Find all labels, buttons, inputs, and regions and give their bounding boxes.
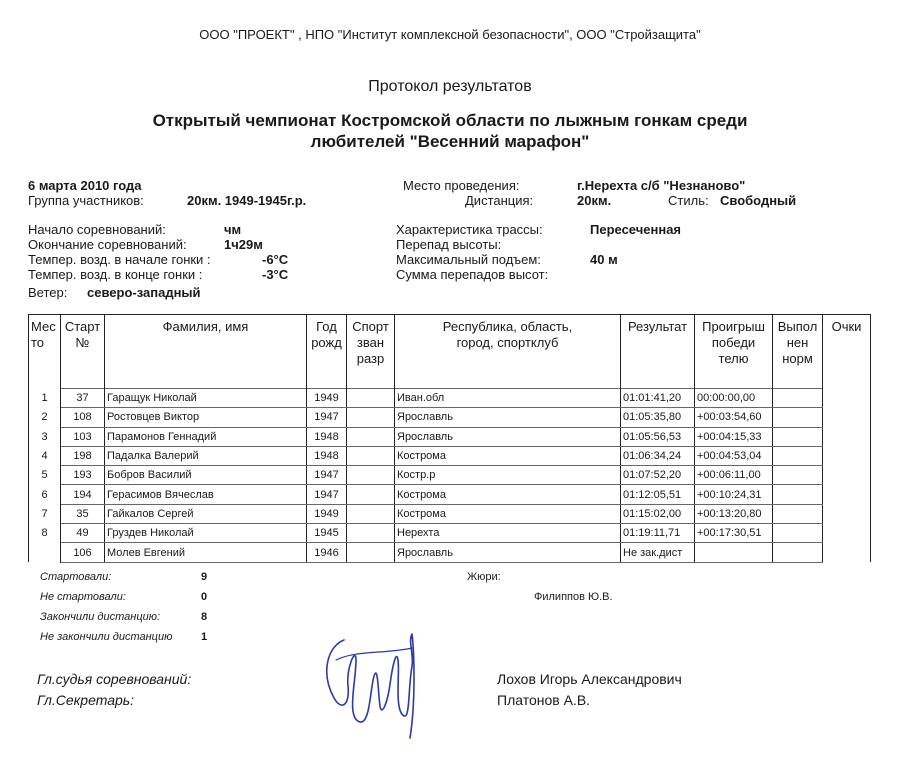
event-date: 6 марта 2010 года <box>28 178 142 193</box>
cell-result: 01:05:56,53 <box>621 427 695 446</box>
cell-rank <box>347 389 395 408</box>
cell-year: 1949 <box>307 389 347 408</box>
table-row <box>29 446 871 465</box>
wind-label: Ветер: <box>28 285 68 300</box>
finished-value: 8 <box>201 611 208 623</box>
cell-start: 194 <box>61 485 105 504</box>
cell-club: Кострома <box>395 446 621 465</box>
table-row <box>29 485 871 504</box>
cell-norm <box>773 543 823 562</box>
cell-rank <box>347 427 395 446</box>
cell-result: 01:15:02,00 <box>621 504 695 523</box>
table-row <box>29 524 871 543</box>
col-header-name: Фамилия, имя <box>105 315 307 383</box>
cell-name: Гайкалов Сергей <box>105 504 307 523</box>
cell-start: 49 <box>61 524 105 543</box>
table-row <box>29 408 871 427</box>
col-header-club: Республика, область, город, спортклуб <box>395 315 621 383</box>
wind-value: северо-западный <box>87 285 201 300</box>
cell-name: Падалка Валерий <box>105 446 307 465</box>
temp-start-value: -6°С <box>262 252 289 267</box>
cell-place: 5 <box>29 466 61 485</box>
cell-rank <box>347 504 395 523</box>
distance-label: Дистанция: <box>465 193 534 208</box>
cell-behind: +00:04:53,04 <box>695 446 773 465</box>
cell-points <box>823 466 871 485</box>
cell-club: Ярославль <box>395 408 621 427</box>
cell-start: 106 <box>61 543 105 562</box>
start-label: Начало соревнований: <box>28 222 166 237</box>
protocol-heading: Протокол результатов <box>368 78 532 95</box>
cell-behind: +00:04:15,33 <box>695 427 773 446</box>
cell-points <box>823 427 871 446</box>
jury-label: Жюри: <box>467 571 501 583</box>
cell-norm <box>773 524 823 543</box>
cell-year: 1949 <box>307 504 347 523</box>
cell-place <box>29 543 61 562</box>
cell-result: 01:07:52,20 <box>621 466 695 485</box>
cell-name: Ростовцев Виктор <box>105 408 307 427</box>
cell-points <box>823 389 871 408</box>
end-value: 1ч29м <box>224 237 263 252</box>
col-header-rank: Спорт зван разр <box>347 315 395 383</box>
cell-rank <box>347 485 395 504</box>
cell-start: 108 <box>61 408 105 427</box>
cell-behind: +00:13:20,80 <box>695 504 773 523</box>
cell-result: 01:12:05,51 <box>621 485 695 504</box>
col-header-start: Старт № <box>61 315 105 383</box>
group-label: Группа участников: <box>28 193 144 208</box>
col-header-year: Год рожд <box>307 315 347 383</box>
cell-norm <box>773 427 823 446</box>
not-finished-label: Не закончили дистанцию <box>40 631 173 643</box>
start-value: чм <box>224 222 242 237</box>
started-label: Стартовали: <box>40 571 112 583</box>
cell-club: Ярославль <box>395 543 621 562</box>
jury-member: Филиппов Ю.В. <box>534 591 613 603</box>
cell-name: Герасимов Вячеслав <box>105 485 307 504</box>
results-table <box>28 314 871 563</box>
cell-points <box>823 446 871 465</box>
cell-year: 1947 <box>307 485 347 504</box>
table-row <box>29 427 871 446</box>
cell-year: 1946 <box>307 543 347 562</box>
finished-label: Закончили дистанцию: <box>40 611 161 623</box>
cell-club: Иван.обл <box>395 389 621 408</box>
cell-rank <box>347 446 395 465</box>
cell-points <box>823 524 871 543</box>
table-header-row <box>29 315 871 383</box>
cell-norm <box>773 504 823 523</box>
cell-place: 7 <box>29 504 61 523</box>
chief-judge-label: Гл.судья соревнований: <box>37 671 192 687</box>
cell-club: Кострома <box>395 504 621 523</box>
style-label: Стиль: <box>668 193 709 208</box>
place-value: г.Нерехта с/б "Незнаново" <box>577 178 746 193</box>
cell-place: 2 <box>29 408 61 427</box>
cell-place: 8 <box>29 524 61 543</box>
cell-result: 01:05:35,80 <box>621 408 695 427</box>
not-finished-value: 1 <box>201 631 208 643</box>
secretary-label: Гл.Секретарь: <box>37 692 135 708</box>
track-label: Характеристика трассы: <box>396 222 543 237</box>
cell-rank <box>347 408 395 427</box>
sum-diff-label: Сумма перепадов высот: <box>396 267 549 282</box>
cell-result: 01:06:34,24 <box>621 446 695 465</box>
cell-start: 103 <box>61 427 105 446</box>
cell-behind: +00:10:24,31 <box>695 485 773 504</box>
cell-behind: 00:00:00,00 <box>695 389 773 408</box>
not-started-label: Не стартовали: <box>40 591 126 603</box>
cell-place: 4 <box>29 446 61 465</box>
cell-year: 1945 <box>307 524 347 543</box>
cell-norm <box>773 466 823 485</box>
cell-start: 198 <box>61 446 105 465</box>
competition-title <box>0 110 900 152</box>
cell-behind: +00:17:30,51 <box>695 524 773 543</box>
cell-place: 3 <box>29 427 61 446</box>
cell-club: Ярославль <box>395 427 621 446</box>
cell-place: 1 <box>29 389 61 408</box>
title-line-2: любителей "Весенний марафон" <box>310 132 590 151</box>
cell-club: Кострома <box>395 485 621 504</box>
style-value: Свободный <box>720 193 797 208</box>
cell-result: 01:01:41,20 <box>621 389 695 408</box>
cell-behind <box>695 543 773 562</box>
cell-start: 35 <box>61 504 105 523</box>
col-header-place: Мес то <box>29 315 61 383</box>
cell-club: Костр.р <box>395 466 621 485</box>
col-header-norm: Выпол нен норм <box>773 315 823 383</box>
track-value: Пересеченная <box>590 222 682 237</box>
cell-result: 01:19:11,71 <box>621 524 695 543</box>
cell-club: Нерехта <box>395 524 621 543</box>
handwritten-signature-icon <box>316 620 426 742</box>
cell-result: Не зак.дист <box>621 543 695 562</box>
cell-norm <box>773 446 823 465</box>
group-value: 20км. 1949-1945г.р. <box>187 193 307 208</box>
cell-points <box>823 504 871 523</box>
cell-name: Бобров Василий <box>105 466 307 485</box>
cell-year: 1948 <box>307 427 347 446</box>
secretary-name: Платонов А.В. <box>497 692 591 708</box>
cell-behind: +00:06:11,00 <box>695 466 773 485</box>
cell-norm <box>773 389 823 408</box>
cell-name: Груздев Николай <box>105 524 307 543</box>
table-row <box>29 504 871 523</box>
col-header-behind: Проигрыш победи телю <box>695 315 773 383</box>
started-value: 9 <box>201 571 208 583</box>
height-diff-label: Перепад высоты: <box>396 237 502 252</box>
cell-year: 1947 <box>307 466 347 485</box>
place-label: Место проведения: <box>403 178 520 193</box>
cell-points <box>823 543 871 562</box>
cell-year: 1948 <box>307 446 347 465</box>
cell-rank <box>347 524 395 543</box>
end-label: Окончание соревнований: <box>28 237 187 252</box>
cell-norm <box>773 485 823 504</box>
table-row <box>29 466 871 485</box>
chief-judge-name: Лохов Игорь Александрович <box>497 671 682 687</box>
title-line-1: Открытый чемпионат Костромской области по лыжным гонкам среди <box>152 111 748 130</box>
cell-points <box>823 408 871 427</box>
distance-value: 20км. <box>577 193 612 208</box>
col-header-result: Результат <box>621 315 695 383</box>
results-body <box>29 383 871 563</box>
cell-name: Парамонов Геннадий <box>105 427 307 446</box>
cell-rank <box>347 466 395 485</box>
cell-norm <box>773 408 823 427</box>
temp-end-value: -3°С <box>262 267 289 282</box>
max-climb-label: Максимальный подъем: <box>396 252 541 267</box>
cell-start: 193 <box>61 466 105 485</box>
temp-start-label: Темпер. возд. в начале гонки : <box>28 252 211 267</box>
cell-points <box>823 485 871 504</box>
organizers-line: ООО "ПРОЕКТ" , НПО "Институт комплексной безопасности", ООО "Стройзащита" <box>199 27 701 42</box>
cell-place: 6 <box>29 485 61 504</box>
temp-end-label: Темпер. возд. в конце гонки : <box>28 267 203 282</box>
table-row <box>29 543 871 562</box>
cell-year: 1947 <box>307 408 347 427</box>
max-climb-value: 40 м <box>590 252 618 267</box>
col-header-points: Очки <box>823 315 871 383</box>
cell-rank <box>347 543 395 562</box>
cell-name: Гаращук Николай <box>105 389 307 408</box>
cell-name: Молев Евгений <box>105 543 307 562</box>
cell-behind: +00:03:54,60 <box>695 408 773 427</box>
cell-start: 37 <box>61 389 105 408</box>
not-started-value: 0 <box>201 591 208 603</box>
table-row <box>29 389 871 408</box>
